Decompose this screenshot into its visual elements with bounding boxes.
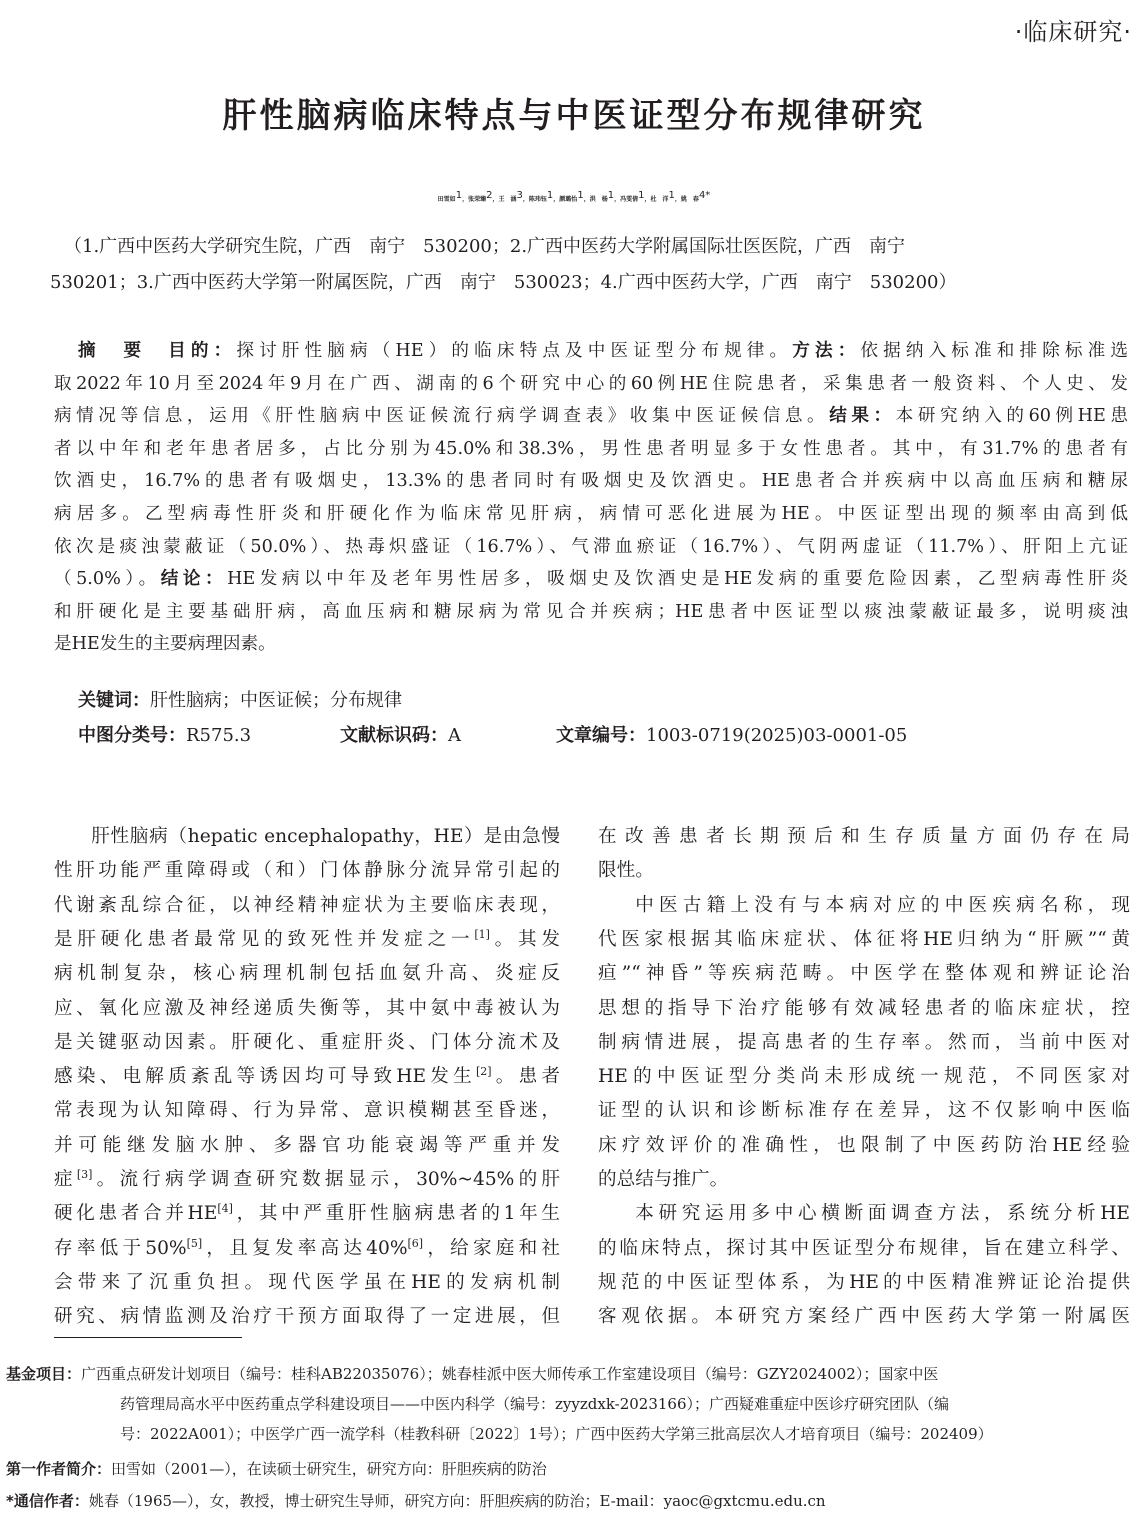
keywords-label: 关键词：: [78, 690, 150, 711]
first-author-label: 第一作者简介：: [6, 1460, 112, 1478]
funding-line: 号：2022A001）；中医学广西一流学科（桂教科研〔2022〕1号）；广西中医药大学第三批高层次人才培育项目（编号：202409）: [120, 1425, 993, 1443]
body-text: 肝性脑病（hepatic encephalopathy，HE）是由急慢: [91, 826, 560, 847]
abstract-line: [54, 402, 1128, 427]
abstract-text: 饮酒史，16.7%的患者有吸烟史，13.3%的患者同时有吸烟史及饮酒史。HE患者合并疾病中以高血压病和糖尿: [54, 471, 1128, 492]
abstract-line: [54, 533, 1128, 558]
footnote-divider: [54, 1337, 242, 1338]
citation-ref: [2]: [475, 1064, 492, 1078]
funding-line: [6, 1363, 938, 1384]
body-text: ，且复发率高达40%: [202, 1237, 408, 1259]
body-text: 本研究运用多中心横断面调查方法，系统分析HE: [635, 1203, 1130, 1225]
abstract-label: 摘 要: [78, 341, 147, 361]
body-text: 应、氧化应激及神经递质失衡等，其中氨中毒被认为: [54, 997, 560, 1019]
author-separator: ，: [492, 196, 499, 203]
abstract-line: [54, 500, 1128, 525]
body-line: [598, 822, 1130, 848]
body-line: [598, 925, 1130, 951]
article-number: [556, 721, 907, 747]
author-name: 陈玮钰: [528, 196, 547, 203]
abstract-section-label: 目的：: [168, 341, 237, 361]
body-line: [54, 1062, 560, 1088]
abstract-text: 依次是痰浊蒙蔽证（50.0%）、热毒炽盛证（16.7%）、气滞血瘀证（16.7%）、气阴两虚证（11.7%）、肝阳上亢证: [54, 536, 1128, 557]
body-line: [598, 891, 1130, 917]
abstract-section-label: 方法：: [792, 341, 861, 361]
body-text: 是肝硬化患者最常见的致死性并发症之一: [54, 928, 475, 950]
body-text: 存率低于50%: [54, 1237, 187, 1259]
body-text: 性肝功能严重障碍或（和）门体静脉分流异常引起的: [54, 860, 560, 882]
abstract-text: 病情况等信息，运用《肝性脑病中医证候流行病学调查表》收集中医证候信息。: [54, 406, 830, 427]
citation-ref: [3]: [76, 1167, 93, 1181]
body-text: 床疗效评价的准确性，也限制了中医药防治HE经验: [598, 1134, 1130, 1156]
body-line: [598, 959, 1130, 985]
abstract-text: 病居多。乙型病毒性肝炎和肝硬化作为临床常见肝病，病情可恶化进展为HE。中医证型出现的频率由高到低: [54, 504, 1128, 524]
body-line: [54, 1234, 560, 1260]
author-separator: ，: [462, 196, 469, 203]
author-affiliation-mark: 1: [638, 190, 645, 201]
abstract-text: 和肝硬化是主要基础肝病，高血压病和糖尿病为常见合并疾病；HE患者中医证型以痰浊蒙蔽证最多，说明痰浊: [54, 601, 1128, 622]
author-name: 王 涵: [498, 196, 517, 203]
body-line: [54, 1165, 560, 1191]
body-line: [598, 1028, 1130, 1054]
clc-label: 中图分类号：: [78, 725, 186, 746]
body-line: [54, 1131, 560, 1157]
body-text: 限性。: [598, 860, 654, 882]
body-line: [598, 1165, 1130, 1191]
body-text: 的临床特点，探讨其中医证型分布规律，旨在建立科学、: [598, 1237, 1130, 1259]
body-text: 思想的指导下治疗能够有效减轻患者的临床症状，控: [598, 997, 1130, 1019]
body-text: 研究、病情监测及治疗干预方面取得了一定进展，但: [54, 1306, 560, 1328]
body-text: 是关键驱动因素。肝硬化、重症肝炎、门体分流术及: [54, 1031, 560, 1053]
author-separator: ，: [553, 196, 560, 203]
body-text: HE的中医证型分类尚未形成统一规范，不同医家对: [598, 1066, 1130, 1088]
body-text: 硬化患者合并HE: [54, 1203, 218, 1225]
body-text: 病机制复杂，核心病理机制包括血氨升高、炎症反: [54, 963, 560, 985]
abstract-line: [54, 565, 1128, 590]
corresponding-label: *通信作者：: [6, 1492, 89, 1510]
body-line: [54, 1302, 560, 1328]
body-line: [598, 1096, 1130, 1122]
corresponding-author-note: [6, 1490, 826, 1511]
body-text: 常表现为认知障碍、行为异常、意识模糊甚至昏迷，: [54, 1100, 560, 1122]
body-line: [54, 822, 560, 848]
abstract-line: [54, 630, 1128, 655]
body-line: [598, 1302, 1130, 1328]
body-line: [598, 1268, 1130, 1294]
first-author-note: [6, 1458, 547, 1479]
body-line: [598, 1199, 1130, 1225]
abstract-line: [54, 467, 1128, 492]
citation-ref: [1]: [474, 927, 490, 941]
author-affiliation-mark: 1: [607, 190, 615, 201]
author-affiliation-mark: 1: [577, 190, 584, 201]
body-text: 中医古籍上没有与本病对应的中医疾病名称，现: [635, 894, 1130, 916]
abstract-line: [54, 598, 1128, 623]
first-author-value: 田雪如（2001—），在读硕士研究生，研究方向：肝胆疾病的防治: [111, 1460, 547, 1478]
author-name: 田雪如: [437, 196, 456, 203]
abstract-text: HE发病以中年及老年男性居多，吸烟史及饮酒史是HE发病的重要危险因素，乙型病毒性肝炎: [227, 569, 1128, 590]
body-line: [598, 1131, 1130, 1157]
keywords-value: 肝性脑病；中医证候；分布规律: [150, 690, 402, 711]
abstract-section-label: 结果：: [829, 406, 896, 427]
funding-label: 基金项目：: [6, 1365, 82, 1383]
funding-text: 广西重点研发计划项目（编号：桂科AB22035076）；姚春桂派中医大师传承工作室建设项目（编号：GZY2024002）；国家中医: [81, 1365, 939, 1383]
keywords: [78, 686, 402, 712]
affiliation-line: 530201；3.广西中医药大学第一附属医院，广西 南宁 530023；4.广西中医药大学，广西 南宁 530200）: [50, 272, 957, 293]
abstract-text: （5.0%）。: [54, 569, 161, 590]
abstract-text: 取2022年10月至2024年9月在广西、湖南的6个研究中心的60例HE住院患者，采集患者一般资料、个人史、发: [54, 373, 1128, 394]
body-text: 代医家根据其临床症状、体征将HE归纳为“肝厥”“黄: [598, 928, 1130, 950]
body-text: 症: [54, 1169, 77, 1190]
article-no-label: 文章编号：: [556, 725, 646, 746]
body-text: 规范的中医证型体系，为HE的中医精准辨证论治提供: [598, 1271, 1130, 1293]
author-affiliation-mark: 2: [486, 190, 493, 201]
author-affiliation-mark: 1: [455, 190, 463, 201]
body-text: 。其发: [489, 928, 560, 950]
body-line: [54, 994, 560, 1020]
affiliation-line: （1.广西中医药大学研究生院，广西 南宁 530200；2.广西中医药大学附属国际壮医医院，广西 南宁: [64, 236, 906, 257]
author-separator: ，: [644, 196, 651, 203]
body-line: [598, 856, 1130, 882]
abstract-text: 者以中年和老年患者居多，占比分别为45.0%和38.3%，男性患者明显多于女性患者。其中，有31.7%的患者有: [54, 438, 1128, 459]
abstract-section-label: 结论：: [160, 569, 228, 590]
author-name: 冯雯倩: [620, 196, 639, 203]
citation-ref: [5]: [186, 1236, 203, 1250]
abstract-line: [54, 370, 1128, 395]
author-separator: ，: [522, 196, 529, 203]
body-line: [54, 925, 560, 951]
author-name: 洪 杨: [589, 196, 608, 203]
body-line: [598, 1234, 1130, 1260]
body-line: [598, 994, 1130, 1020]
body-line: [54, 1268, 560, 1294]
body-text: 会带来了沉重负担。现代医学虽在HE的发病机制: [54, 1271, 560, 1293]
body-text: 的总结与推广。: [598, 1169, 729, 1190]
body-text: 代谢紊乱综合征，以神经精神症状为主要临床表现，: [54, 894, 560, 916]
author-affiliation-mark: 3: [516, 190, 523, 201]
body-text: 。流行病学调查研究数据显示，30%~45%的肝: [92, 1169, 560, 1190]
body-line: [598, 1062, 1130, 1088]
body-line: [54, 959, 560, 985]
author-affiliation-mark: 4*: [698, 190, 711, 201]
section-tag: ·临床研究·: [1014, 18, 1132, 46]
body-text: 证型的认识和诊断标准存在差异，这不仅影响中医临: [598, 1100, 1130, 1122]
document-code: [340, 721, 461, 747]
body-line: [54, 1028, 560, 1054]
body-text: 并可能继发脑水肿、多器官功能衰竭等严重并发: [54, 1134, 560, 1156]
body-line: [54, 856, 560, 882]
abstract-text: 本研究纳入的60例HE患: [895, 406, 1128, 427]
author-separator: ，: [614, 196, 621, 203]
clc-value: R575.3: [186, 725, 252, 746]
funding-line: 药管理局高水平中医药重点学科建设项目——中医内科学（编号：zyyzdxk-2023166）；广西疑难重症中医诊疗研究团队（编: [120, 1395, 950, 1413]
body-text: ，给家庭和社: [423, 1237, 561, 1259]
article-no-value: 1003-0719(2025)03-0001-05: [646, 725, 908, 746]
author-separator: ，: [674, 196, 681, 203]
body-line: [54, 1199, 560, 1225]
body-text: 。患者: [491, 1066, 560, 1088]
body-text: 疸”“神昏”等疾病范畴。中医学在整体观和辨证论治: [598, 963, 1130, 985]
author-name: 颜璐怡: [559, 196, 578, 203]
author-separator: ，: [583, 196, 590, 203]
author-name: 杜 洋: [650, 196, 669, 203]
doc-code-label: 文献标识码：: [340, 725, 448, 746]
author-list: [0, 190, 1148, 203]
abstract-text: 探讨肝性脑病（HE）的临床特点及中医证型分布规律。: [236, 341, 793, 361]
article-title: 肝性脑病临床特点与中医证型分布规律研究: [222, 96, 926, 136]
abstract-text: 是HE发生的主要病理因素。: [54, 634, 276, 655]
body-text: 制病情进展，提高患者的生存率。然而，当前中医对: [598, 1031, 1130, 1053]
author-affiliation-mark: 1: [668, 190, 675, 201]
body-line: [54, 1096, 560, 1122]
body-text: ，其中严重肝性脑病患者的1年生: [232, 1203, 560, 1225]
doc-code-value: A: [448, 725, 461, 746]
author-affiliation-mark: 1: [546, 190, 554, 201]
body-line: [54, 891, 560, 917]
clc-number: [78, 721, 251, 747]
citation-ref: [6]: [407, 1236, 424, 1250]
body-text: 感染、电解质紊乱等诱因均可导致HE发生: [54, 1066, 476, 1088]
author-name: 姚 春: [680, 196, 699, 203]
citation-ref: [4]: [217, 1202, 233, 1216]
body-text: 客观依据。本研究方案经广西中医药大学第一附属医: [598, 1306, 1130, 1328]
abstract-line: [78, 337, 1128, 362]
body-text: 在改善患者长期预后和生存质量方面仍存在局: [598, 826, 1130, 847]
author-name: 张荣臻: [468, 196, 487, 203]
abstract-line: [54, 435, 1128, 460]
corresponding-value: 姚春（1965—），女，教授，博士研究生导师，研究方向：肝胆疾病的防治；E-mail：yaoc@gxtcmu.edu.cn: [88, 1492, 826, 1510]
abstract-text: 依据纳入标准和排除标准选: [860, 341, 1128, 361]
